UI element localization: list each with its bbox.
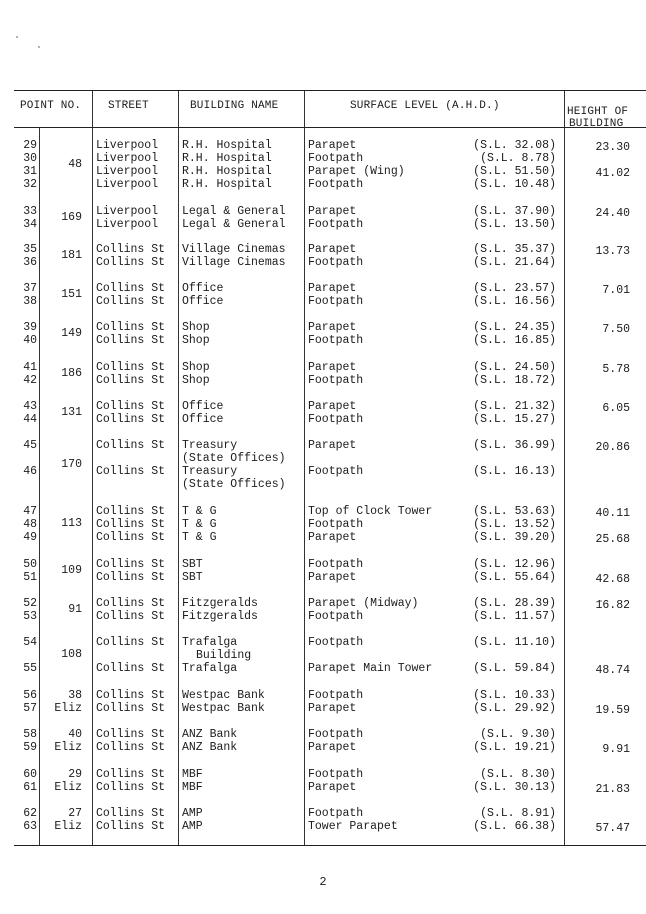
point-id: 37 <box>23 282 37 295</box>
point-id: 56 <box>23 689 37 702</box>
street-number: 48 <box>68 158 82 171</box>
street-cell: Collins St <box>96 768 166 781</box>
header-street: STREET <box>108 100 149 112</box>
level-cell: (S.L. 12.96) <box>473 558 556 571</box>
surface-cell: Top of Clock Tower <box>308 505 433 518</box>
point-id: 48 <box>23 518 37 531</box>
street-cell: Collins St <box>96 243 166 256</box>
building-cell: R.H. Hospital <box>182 152 272 165</box>
street-cell: Collins St <box>96 741 166 754</box>
surface-cell: Footpath <box>308 728 364 741</box>
scan-speck <box>38 46 40 48</box>
height-cell: 21.83 <box>595 783 630 796</box>
level-cell: (S.L. 10.33) <box>473 689 556 702</box>
point-id: 59 <box>23 741 37 754</box>
header-height-line2: BUILDING <box>569 118 624 130</box>
surface-cell: Parapet <box>308 571 357 584</box>
surface-cell: Parapet <box>308 400 357 413</box>
point-id: 51 <box>23 571 37 584</box>
point-id: 42 <box>23 374 37 387</box>
level-cell: (S.L. 11.57) <box>473 610 556 623</box>
header-surface-level: SURFACE LEVEL (A.H.D.) <box>350 100 500 112</box>
building-cell: Office <box>182 282 224 295</box>
street-cell: Collins St <box>96 400 166 413</box>
building-cell: MBF <box>182 768 203 781</box>
level-cell: (S.L. 15.27) <box>473 413 556 426</box>
header-divider <box>14 127 646 128</box>
level-cell: (S.L. 36.99) <box>473 439 556 452</box>
street-number: 27 <box>68 807 82 820</box>
surface-cell: Footpath <box>308 768 364 781</box>
surface-cell: Parapet <box>308 282 357 295</box>
height-cell: 42.68 <box>595 573 630 586</box>
street-cell: Collins St <box>96 295 166 308</box>
level-cell: (S.L. 39.20) <box>473 531 556 544</box>
building-cell: MBF <box>182 781 203 794</box>
point-id: 29 <box>23 139 37 152</box>
building-cell-continued: (State Offices) <box>182 478 286 491</box>
street-cell: Collins St <box>96 702 166 715</box>
surface-cell: Parapet <box>308 531 357 544</box>
surface-cell: Parapet Main Tower <box>308 662 433 675</box>
building-cell: Westpac Bank <box>182 702 265 715</box>
point-id: 52 <box>23 597 37 610</box>
street-cell: Collins St <box>96 597 166 610</box>
point-id: 50 <box>23 558 37 571</box>
header-point-no: POINT NO. <box>20 100 82 112</box>
street-number: 169 <box>61 211 82 224</box>
street-number: 91 <box>68 603 82 616</box>
level-cell: (S.L. 10.48) <box>473 178 556 191</box>
height-cell: 57.47 <box>595 822 630 835</box>
surface-cell: Footpath <box>308 256 364 269</box>
point-id: 57 <box>23 702 37 715</box>
street-cell: Collins St <box>96 610 166 623</box>
street-cell: Collins St <box>96 662 166 675</box>
surface-cell: Parapet (Midway) <box>308 597 419 610</box>
level-cell: (S.L. 19.21) <box>473 741 556 754</box>
level-cell: (S.L. 51.50) <box>473 165 556 178</box>
surface-cell: Parapet <box>308 205 357 218</box>
point-id: 36 <box>23 256 37 269</box>
height-cell: 23.30 <box>595 141 630 154</box>
level-cell: (S.L. 18.72) <box>473 374 556 387</box>
surface-cell: Footpath <box>308 807 364 820</box>
header-height: HEIGHT OF <box>567 106 629 118</box>
point-id: 45 <box>23 439 37 452</box>
building-cell-continued: (State Offices) <box>182 452 286 465</box>
street-number: 109 <box>61 564 82 577</box>
point-id: 62 <box>23 807 37 820</box>
surface-cell: Parapet <box>308 321 357 334</box>
surface-cell: Parapet <box>308 741 357 754</box>
level-cell: (S.L. 13.52) <box>473 518 556 531</box>
street-cell: Collins St <box>96 413 166 426</box>
level-cell: (S.L. 55.64) <box>473 571 556 584</box>
building-cell: R.H. Hospital <box>182 165 272 178</box>
surface-cell: Footpath <box>308 558 364 571</box>
point-id: 55 <box>23 662 37 675</box>
height-cell: 7.01 <box>602 284 630 297</box>
building-cell: Trafalga <box>182 662 238 675</box>
street-number-suffix: Eliz <box>54 741 82 754</box>
surface-cell: Parapet (Wing) <box>308 165 405 178</box>
building-cell: Westpac Bank <box>182 689 265 702</box>
surface-cell: Parapet <box>308 439 357 452</box>
surface-cell: Parapet <box>308 361 357 374</box>
height-cell: 13.73 <box>595 245 630 258</box>
header-building-name: BUILDING NAME <box>190 100 279 112</box>
point-id: 61 <box>23 781 37 794</box>
point-id: 49 <box>23 531 37 544</box>
height-cell: 9.91 <box>602 743 630 756</box>
point-id: 54 <box>23 636 37 649</box>
street-cell: Collins St <box>96 531 166 544</box>
level-cell: (S.L. 29.92) <box>473 702 556 715</box>
building-cell: ANZ Bank <box>182 741 238 754</box>
level-cell: (S.L. 21.64) <box>473 256 556 269</box>
street-cell: Collins St <box>96 689 166 702</box>
point-id: 60 <box>23 768 37 781</box>
level-cell: (S.L. 66.38) <box>473 820 556 833</box>
height-cell: 25.68 <box>595 533 630 546</box>
building-cell: SBT <box>182 558 203 571</box>
building-cell: Legal & General <box>182 218 286 231</box>
point-id: 40 <box>23 334 37 347</box>
survey-table <box>14 90 646 846</box>
surface-cell: Footpath <box>308 518 364 531</box>
street-cell: Collins St <box>96 571 166 584</box>
building-cell: Office <box>182 400 224 413</box>
building-cell: AMP <box>182 807 203 820</box>
street-cell: Collins St <box>96 256 166 269</box>
point-id: 33 <box>23 205 37 218</box>
building-cell: R.H. Hospital <box>182 139 272 152</box>
level-cell: (S.L. 59.84) <box>473 662 556 675</box>
level-cell: (S.L. 8.30) <box>480 768 556 781</box>
level-cell: (S.L. 35.37) <box>473 243 556 256</box>
building-cell: Village Cinemas <box>182 243 286 256</box>
level-cell: (S.L. 8.78) <box>480 152 556 165</box>
point-id: 41 <box>23 361 37 374</box>
surface-cell: Footpath <box>308 610 364 623</box>
street-number-suffix: Eliz <box>54 781 82 794</box>
street-cell: Collins St <box>96 321 166 334</box>
point-id: 35 <box>23 243 37 256</box>
level-cell: (S.L. 32.08) <box>473 139 556 152</box>
street-cell: Collins St <box>96 558 166 571</box>
surface-cell: Footpath <box>308 465 364 478</box>
street-number: 170 <box>61 458 82 471</box>
street-number-suffix: Eliz <box>54 702 82 715</box>
building-cell: Shop <box>182 334 210 347</box>
surface-cell: Footpath <box>308 178 364 191</box>
surface-cell: Footpath <box>308 413 364 426</box>
level-cell: (S.L. 28.39) <box>473 597 556 610</box>
building-cell: Fitzgeralds <box>182 597 258 610</box>
street-number: 131 <box>61 406 82 419</box>
street-number-suffix: Eliz <box>54 820 82 833</box>
building-cell: Trafalga <box>182 636 238 649</box>
level-cell: (S.L. 16.13) <box>473 465 556 478</box>
street-cell: Collins St <box>96 361 166 374</box>
building-cell: Village Cinemas <box>182 256 286 269</box>
height-cell: 6.05 <box>602 402 630 415</box>
point-id: 53 <box>23 610 37 623</box>
building-cell: Shop <box>182 374 210 387</box>
street-cell: Collins St <box>96 728 166 741</box>
street-cell: Liverpool <box>96 205 159 218</box>
street-number: 40 <box>68 728 82 741</box>
level-cell: (S.L. 30.13) <box>473 781 556 794</box>
building-cell: T & G <box>182 518 217 531</box>
building-cell: R.H. Hospital <box>182 178 272 191</box>
street-cell: Collins St <box>96 374 166 387</box>
point-id: 43 <box>23 400 37 413</box>
level-cell: (S.L. 13.50) <box>473 218 556 231</box>
point-id: 39 <box>23 321 37 334</box>
height-cell: 20.86 <box>595 441 630 454</box>
street-cell: Collins St <box>96 465 166 478</box>
street-cell: Collins St <box>96 282 166 295</box>
level-cell: (S.L. 8.91) <box>480 807 556 820</box>
column-divider <box>39 127 40 845</box>
street-number: 181 <box>61 249 82 262</box>
point-id: 46 <box>23 465 37 478</box>
level-cell: (S.L. 9.30) <box>480 728 556 741</box>
building-cell: Office <box>182 413 224 426</box>
street-cell: Collins St <box>96 439 166 452</box>
surface-cell: Footpath <box>308 374 364 387</box>
street-number: 108 <box>61 648 82 661</box>
street-cell: Liverpool <box>96 139 159 152</box>
street-number: 38 <box>68 689 82 702</box>
point-id: 38 <box>23 295 37 308</box>
surface-cell: Footpath <box>308 152 364 165</box>
point-id: 34 <box>23 218 37 231</box>
height-cell: 24.40 <box>595 207 630 220</box>
street-cell: Collins St <box>96 334 166 347</box>
street-cell: Liverpool <box>96 218 159 231</box>
point-id: 32 <box>23 178 37 191</box>
height-cell: 7.50 <box>602 323 630 336</box>
building-cell: Treasury <box>182 439 238 452</box>
building-cell: Shop <box>182 321 210 334</box>
surface-cell: Footpath <box>308 334 364 347</box>
level-cell: (S.L. 11.10) <box>473 636 556 649</box>
street-cell: Liverpool <box>96 152 159 165</box>
column-divider <box>304 91 305 845</box>
height-cell: 40.11 <box>595 507 630 520</box>
building-cell-continued: Building <box>196 649 252 662</box>
surface-cell: Footpath <box>308 689 364 702</box>
level-cell: (S.L. 37.90) <box>473 205 556 218</box>
scan-speck <box>16 36 18 38</box>
surface-cell: Parapet <box>308 781 357 794</box>
building-cell: Treasury <box>182 465 238 478</box>
level-cell: (S.L. 23.57) <box>473 282 556 295</box>
surface-cell: Footpath <box>308 295 364 308</box>
point-id: 30 <box>23 152 37 165</box>
street-number: 29 <box>68 768 82 781</box>
street-cell: Collins St <box>96 636 166 649</box>
street-cell: Liverpool <box>96 178 159 191</box>
level-cell: (S.L. 16.56) <box>473 295 556 308</box>
surface-cell: Footpath <box>308 218 364 231</box>
level-cell: (S.L. 53.63) <box>473 505 556 518</box>
height-cell: 41.02 <box>595 167 630 180</box>
level-cell: (S.L. 16.85) <box>473 334 556 347</box>
street-number: 151 <box>61 288 82 301</box>
surface-cell: Parapet <box>308 139 357 152</box>
street-number: 186 <box>61 367 82 380</box>
street-cell: Liverpool <box>96 165 159 178</box>
building-cell: Office <box>182 295 224 308</box>
building-cell: AMP <box>182 820 203 833</box>
point-id: 63 <box>23 820 37 833</box>
street-number: 149 <box>61 327 82 340</box>
street-number: 113 <box>61 517 82 530</box>
column-divider <box>564 91 565 845</box>
surface-cell: Parapet <box>308 702 357 715</box>
point-id: 44 <box>23 413 37 426</box>
height-cell: 5.78 <box>602 363 630 376</box>
height-cell: 19.59 <box>595 704 630 717</box>
street-cell: Collins St <box>96 781 166 794</box>
building-cell: T & G <box>182 531 217 544</box>
point-id: 47 <box>23 505 37 518</box>
street-cell: Collins St <box>96 807 166 820</box>
street-cell: Collins St <box>96 820 166 833</box>
level-cell: (S.L. 24.35) <box>473 321 556 334</box>
surface-cell: Tower Parapet <box>308 820 398 833</box>
page-number: 2 <box>319 875 327 889</box>
point-id: 58 <box>23 728 37 741</box>
level-cell: (S.L. 21.32) <box>473 400 556 413</box>
street-cell: Collins St <box>96 505 166 518</box>
point-id: 31 <box>23 165 37 178</box>
column-divider <box>178 91 179 845</box>
building-cell: Shop <box>182 361 210 374</box>
building-cell: Legal & General <box>182 205 286 218</box>
surface-cell: Parapet <box>308 243 357 256</box>
height-cell: 16.82 <box>595 599 630 612</box>
surface-cell: Footpath <box>308 636 364 649</box>
building-cell: Fitzgeralds <box>182 610 258 623</box>
height-cell: 48.74 <box>595 664 630 677</box>
street-cell: Collins St <box>96 518 166 531</box>
column-divider <box>92 91 93 845</box>
level-cell: (S.L. 24.50) <box>473 361 556 374</box>
building-cell: SBT <box>182 571 203 584</box>
building-cell: ANZ Bank <box>182 728 238 741</box>
building-cell: T & G <box>182 505 217 518</box>
